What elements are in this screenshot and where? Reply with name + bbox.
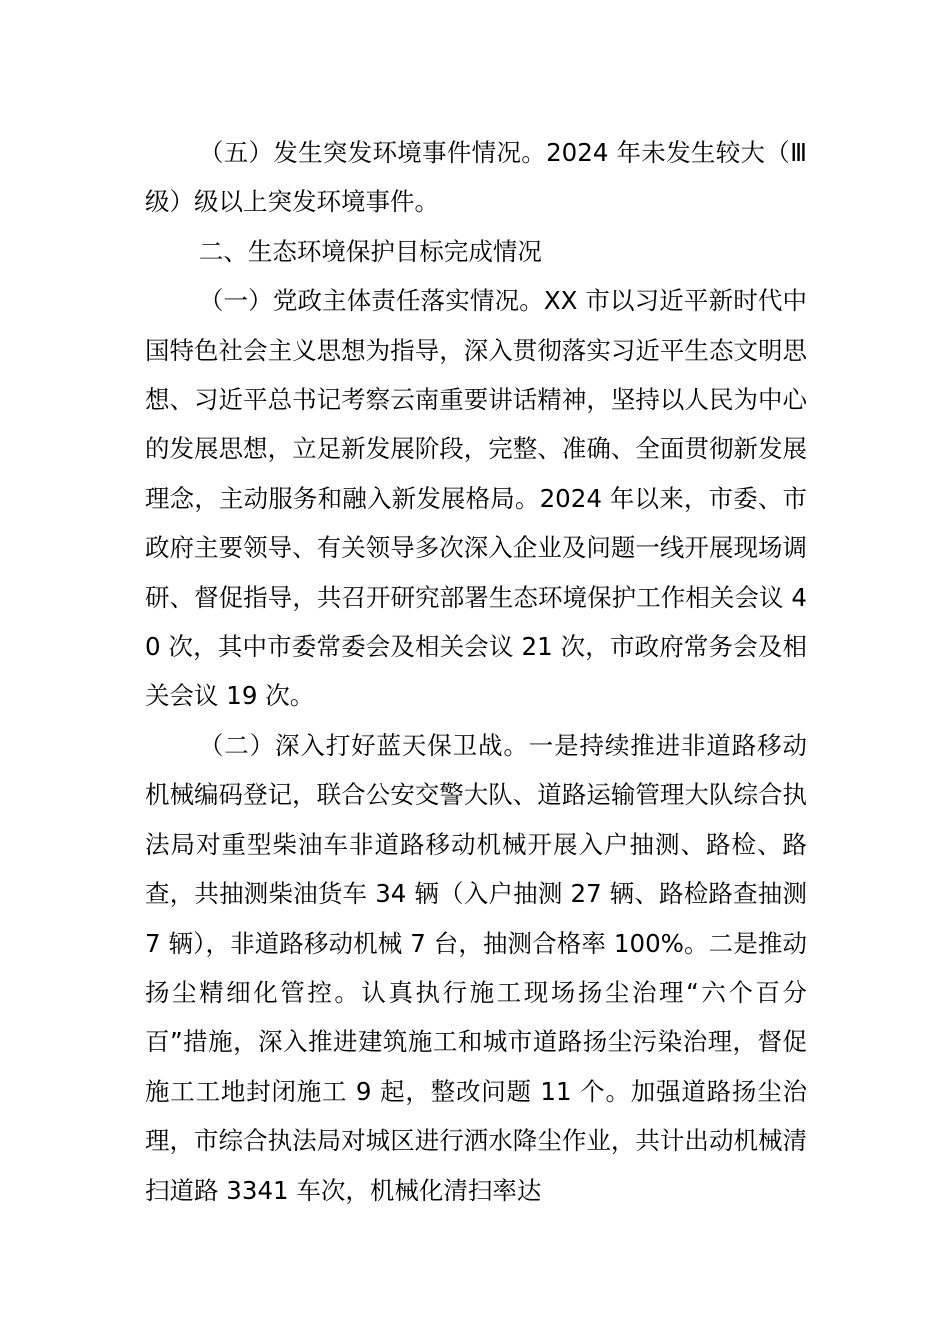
document-body [145, 128, 807, 1215]
paragraph-blue-sky-battle: （二）深入打好蓝天保卫战。一是持续推进非道路移动机械编码登记，联合公安交警大队、道路运输管理大队综合执法局对重型柴油车非道路移动机械开展入户抽测、路检、路查，共抽测柴油货车 34 辆（入户抽测 27 辆、路检路查抽测 7 辆），非道路移动机械 7 台，抽测合格率 100%。二是推动扬尘精细化管控。认真执行施工现场扬尘治理“六个百分百”措施，深入推进建筑施工和城市道路扬尘污染治理，督促施工工地封闭施工 9 起，整改问题 11 个。加强道路扬尘治理，市综合执法局对城区进行洒水降尘作业，共计出动机械清扫道路 3341 车次，机械化清扫率达 [145, 730, 807, 1205]
paragraph-environment-incidents: （五）发生突发环境事件情况。2024 年未发生较大（Ⅲ级）级以上突发环境事件。 [145, 138, 807, 217]
paragraph-party-responsibility: （一）党政主体责任落实情况。XX 市以习近平新时代中国特色社会主义思想为指导，深入贯彻落实习近平生态文明思想、习近平总书记考察云南重要讲话精神，坚持以人民为中心的发展思想，立足新发展阶段，完整、准确、全面贯彻新发展理念，主动服务和融入新发展格局。2024 年以来，市委、市政府主要领导、有关领导多次深入企业及问题一线开展现场调研、督促指导，共召开研究部署生态环境保护工作相关会议 40 次，其中市委常委会及相关会议 21 次，市政府常务会及相关会议 19 次。 [145, 286, 807, 711]
section-heading-eco-targets: 二、生态环境保护目标完成情况 [198, 236, 542, 266]
